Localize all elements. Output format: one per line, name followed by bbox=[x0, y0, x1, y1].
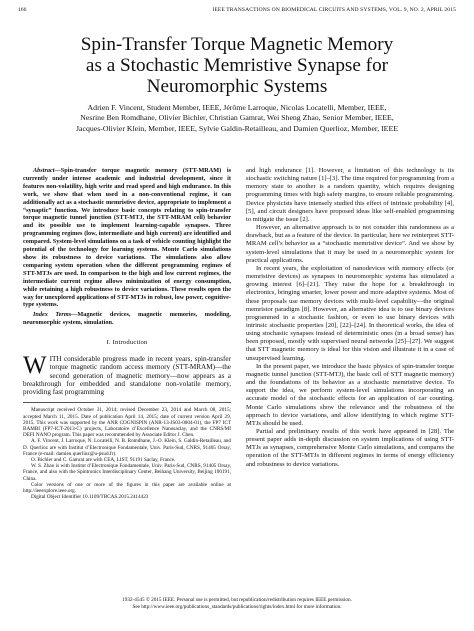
authors-line-2: Nesrine Ben Romdhane, Olivier Bichler, Christian Gamrat, Wei Sheng Zhao, Senior Member, IEEE, bbox=[80, 113, 394, 123]
title-block bbox=[20, 34, 454, 134]
body-paragraph-2: However, an alternative approach is to not consider this randomness as a drawback, but as a feature of the device. In particular, here we reinterpret STT-MRAM cell’s behavior as a “stochastic memristive device”. And we show by system-level simulations that it may be used in a neuromorphic system for practical applications. bbox=[246, 224, 454, 264]
abstract-text: Spin-transfer torque magnetic memory (STT-MRAM) is currently under intense academic and industrial development, since it features non-volatility, high write and read speed and high endurance. In this work, we show that when used in a non-conventional regime, it can additionally act as a stochastic memristive device, appropriate to implement a “synaptic” function. We introduce basic concepts relating to spin-transfer torque magnetic tunnel junction (STT-MTJ, the STT-MRAM cell) behavior and its possible use to implement learning-capable synapses. Three programming regimes (low, intermediate and high current) are identified and compared. System-level simulations on a task of vehicle counting highlight the potential of the technology for learning systems. Monte Carlo simulations show its robustness to device variations. The simulations also allow comparing system operation when the different programming regimes of STT-MTJs are used. In comparison to the high and low current regimes, the intermediate current regime allows minimization of energy consumption, while retaining a high robustness to device variations. These results open the way for unexplored applications of STT-MTJs in robust, low power, cognitive-type systems. bbox=[23, 167, 231, 309]
copyright-line-2: See http://www.ieee.org/publications_standards/publications/rights/index.html for more information. bbox=[132, 603, 342, 610]
journal-name: IEEE TRANSACTIONS ON BIOMEDICAL CIRCUITS AND SYSTEMS, VOL. 9, NO. 2, APRIL 2015 bbox=[212, 7, 456, 13]
body-paragraph-5: Partial and preliminary results of this work have appeared in [28]. The present paper adds in-depth discussion on system implications of using STT-MTJs as synapses, comprehensive Monte Carlo simulations, and compares the operation of the STT-MTJs in different regimes in terms of energy efficiency and robustness to device variations. bbox=[246, 428, 454, 468]
footnote-manuscript: Manuscript received October 31, 2014; revised December 23, 2014 and March 08, 2015; accepted March 11, 2015. Date of publication April 14, 2015; date of current version April 29, 2015. This work was supported by the ANR COGNISPIN (ANR-13-JS03-0004-01), the FP7 ICT BAMBI (FP7-ICT-2013-C) projects, Laboratoire d’Excellence Nanosaclay, and the CNRS/MI DEFI NANO program. This paper was recommended by Associate Editor J. Chen. bbox=[23, 407, 231, 439]
intro-paragraph bbox=[23, 352, 231, 397]
abstract-label: Abstract— bbox=[33, 167, 61, 174]
footnote-divider bbox=[23, 402, 231, 403]
footnote-affiliation-2: O. Bichler and C. Gamrat are with CEA, LIST, 91191 Saclay, France. bbox=[31, 456, 176, 463]
section-heading-introduction: I. Introduction bbox=[106, 339, 148, 347]
footnotes bbox=[23, 407, 231, 500]
index-terms-label: Index Terms— bbox=[33, 311, 78, 319]
title-line-2: as a Stochastic Memristive Synapse for bbox=[85, 55, 389, 76]
footnote-affiliation-1: A. F. Vincent, J. Larroque, N. Locatelli, N. B. Romdhane, J.-O. Klein, S. Galdin-Retailleau, and D. Querlioz are with Institut d’Electronique Fondamentale, Univ. Paris-Sud, CNRS, 91405 Orsay, France (e-mail: damien.querlioz@u-psud.fr). bbox=[23, 438, 231, 457]
authors-line-3: Jacques-Olivier Klein, Member, IEEE, Sylvie Galdin-Retailleau, and Damien Querlioz, Member, IEEE bbox=[76, 123, 398, 133]
abstract bbox=[23, 167, 231, 309]
index-terms bbox=[23, 311, 231, 327]
right-column bbox=[246, 167, 454, 469]
drop-cap: W bbox=[23, 352, 47, 380]
body-paragraph-1: and high endurance [1]. However, a limitation of this technology is its stochastic switching nature [1]–[3]. The time required for programming from a memory state to another is a random quantity, which requires designing programming times with high safety margins, to ensure reliable programming. Device physicists have intensely studied this effect of intrinsic probability [4], [5], and circuit designers have proposed ideas like self-enabled programming to mitigate the issue [2]. bbox=[246, 167, 454, 223]
footnote-color-versions: Color versions of one or more of the figures in this paper are available online at http://ieeexplore.ieee.org. bbox=[23, 481, 231, 494]
authors-line-1: Adrien F. Vincent, Student Member, IEEE, Jérôme Larroque, Nicolas Locatelli, Member, IEEE, bbox=[87, 103, 387, 112]
body-paragraph-3: In recent years, the exploitation of nanodevices with memory effects (or memristive devices) as synapses in neuromorphic systems has stimulated a growing interest [6]–[21]. They raise the hope for a breakthrough in electronics, bringing smarter, lower power and more adaptive systems. Most of these proposals use memory devices with multi-level capability—the original memristor paradigm [8]. However, an alternative idea is to use binary devices programmed in a stochastic fashion, or even to use binary devices with intrinsic stochastic properties [20], [22]–[24]. In theoretical works, the idea of using stochastic synapses instead of deterministic ones (in a broad sense) has been proposed, mostly with supervised neural networks [25]–[27]. We suggest that STT magnetic memory is ideal for this vision and illustrate it in a case of unsupervised learning. bbox=[246, 264, 454, 362]
copyright-footer bbox=[20, 597, 454, 610]
title-line-3: Neuromorphic Systems bbox=[146, 76, 328, 97]
intro-text: ITH considerable progress made in recent years, spin-transfer torque magnetic random access memory (STT-MRAM)—the second generation of magnetic memory—now appears as a breakthrough for embedded and standalone non-volatile memory, providing fast programming bbox=[23, 355, 231, 397]
title-line-1: Spin-Transfer Torque Magnetic Memory bbox=[80, 34, 394, 55]
footnote-doi: Digital Object Identifier 10.1109/TBCAS.2015.2414423 bbox=[31, 494, 149, 501]
author-list bbox=[20, 103, 454, 134]
footnote-affiliation-3: W. S. Zhao is with Institut d’Electronique Fondamentale, Univ. Paris-Sud, CNRS, 91405 Orsay, France, and also with the Spintronics Interdisciplinary Center, Beihang University, Beijing 100191, China. bbox=[23, 463, 231, 482]
paper-title bbox=[20, 34, 454, 97]
page-number: 166 bbox=[18, 7, 27, 13]
copyright-line-1: 1932-4545 © 2015 IEEE. Personal use is permitted, but republication/redistribution requires IEEE permission. bbox=[122, 597, 352, 603]
index-terms-text: Magnetic devices, magnetic memories, modeling, neuromorphic system, simulation. bbox=[23, 311, 231, 327]
body-paragraph-4: In the present paper, we introduce the basic physics of spin-transfer torque magnetic tunnel junction (STT-MTJ), the basic cell of STT magnetic memory) and the foundations of its behavior as a stochastic memristive device. To support the idea, we perform system-level simulations incorporating an accurate model of the stochastic effects for an application of car counting. Monte Carlo simulations show the relevance and the robustness of the approach to device variations, and allow identifying in which regime STT-MTJs should be used. bbox=[246, 362, 454, 427]
running-header bbox=[18, 7, 456, 17]
left-column bbox=[23, 167, 231, 500]
